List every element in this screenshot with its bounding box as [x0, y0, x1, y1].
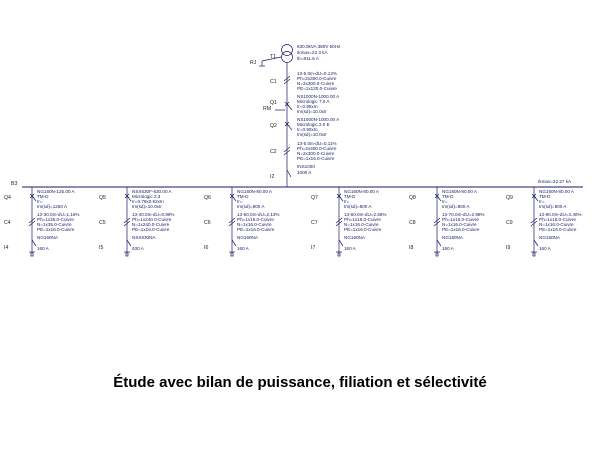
- breaker-q1-line-1: NS1000N-1000.00 A: [297, 94, 340, 99]
- switch-rating: 160 A: [237, 246, 249, 251]
- breaker-label: Im(sd)=800 A: [237, 204, 265, 209]
- cable-label: PE=1x16.0-Cuivre: [237, 227, 275, 232]
- breaker-label: NG160N-80.00 A: [442, 189, 477, 194]
- breaker-q1-tag: Q1: [270, 100, 277, 106]
- breaker-tag: Q4: [4, 195, 11, 201]
- cable-label: Ph=1x16.0-Cuivre: [539, 217, 576, 222]
- busbar-b3: [11, 179, 583, 187]
- switch-tag: I6: [204, 245, 209, 251]
- incoming-column: [250, 44, 341, 187]
- cable-c2-line-1: 13-5.0m-dU=0.11%: [297, 141, 337, 146]
- switch-i2: [270, 164, 315, 180]
- cable-label: Ph=1x16.0-Cuivre: [237, 217, 274, 222]
- breaker-label: Im(sd)=10.0xIr: [132, 204, 162, 209]
- breaker-label: NG160N-80.00 A: [237, 189, 272, 194]
- breaker-label: TM-D: [237, 194, 249, 199]
- cable-label: 13-30.0m-dU=1.16%: [37, 212, 80, 217]
- cable-c1-line-4: PE=1x120.0-Cuivre: [297, 86, 337, 91]
- cable-label: N=1x35.0-Cuivre: [37, 222, 72, 227]
- switch-rating: 160 A: [442, 246, 454, 251]
- cable-tag: C9: [506, 220, 513, 226]
- cable-c2-line-4: PE=1x16.0-Cuivre: [297, 156, 335, 161]
- switch-tag: I5: [99, 245, 104, 251]
- rj-tag: RJ: [250, 60, 257, 66]
- cable-c1: [270, 71, 337, 91]
- breaker-label: Ir=: [344, 199, 350, 204]
- switch-tag: I8: [409, 245, 414, 251]
- cable-label: 13-60.0m-dU=2.56%: [344, 212, 387, 217]
- breaker-label: NG160N-80.00 A: [539, 189, 574, 194]
- breaker-label: NSX630F-630.00 A: [132, 189, 172, 194]
- breaker-q2-line-1: NS1000N-1000.00 A: [297, 117, 340, 122]
- cable-tag: C6: [204, 220, 211, 226]
- switch-tag: I4: [4, 245, 9, 251]
- cable-label: Ph=1x240.0-Cuivre: [132, 217, 172, 222]
- breaker-label: NG160N-125.00 A: [37, 189, 75, 194]
- breaker-label: TM-D: [442, 194, 454, 199]
- cable-c2: [270, 141, 337, 161]
- transformer-ikmax: Ikmax=23.3 kA: [297, 50, 328, 55]
- breaker-tag: Q9: [506, 195, 513, 201]
- breaker-label: TM-D: [539, 194, 551, 199]
- cable-label: N=1x16.0-Cuivre: [344, 222, 379, 227]
- switch-label: NG160NA: [442, 235, 463, 240]
- switch-rating: 160 A: [37, 246, 49, 251]
- breaker-label: Ir=: [442, 199, 448, 204]
- switch-rating: 160 A: [539, 246, 551, 251]
- cable-label: N=1x16.0-Cuivre: [237, 222, 272, 227]
- breaker-label: Ir=: [37, 199, 43, 204]
- feeder-q8: [409, 187, 485, 256]
- cable-c1-line-2: Ph=2x300.0-Cuivre: [297, 76, 337, 81]
- breaker-label: Im(sd)=800 A: [442, 204, 470, 209]
- feeders: [4, 187, 582, 256]
- cable-tag: C5: [99, 220, 106, 226]
- cable-c1-tag: C1: [270, 79, 277, 85]
- cable-label: N=1x16.0-Cuivre: [442, 222, 477, 227]
- switch-i2-line-1: INS1000: [297, 164, 315, 169]
- switch-rating: 630 A: [132, 246, 144, 251]
- cable-c2-tag: C2: [270, 149, 277, 155]
- cable-label: 13-40.0m-dU=0.99%: [132, 212, 175, 217]
- switch-tag: I9: [506, 245, 511, 251]
- breaker-q2-line-4: Im(sd)=10.0xIr: [297, 132, 327, 137]
- cable-label: Ph=1x16.0-Cuivre: [442, 217, 479, 222]
- cable-label: PE=1x16.0-Cuivre: [37, 227, 75, 232]
- breaker-label: Ir=: [237, 199, 243, 204]
- feeder-q7: [311, 187, 387, 256]
- cable-label: Ph=1x35.0-Cuivre: [37, 217, 74, 222]
- breaker-label: Im(sd)=800 A: [539, 204, 567, 209]
- breaker-q1-line-4: Im(sd)=10.0xIr: [297, 109, 327, 114]
- cable-label: PE=1x16.0-Cuivre: [539, 227, 577, 232]
- feeder-q9: [506, 187, 582, 256]
- cable-c2-line-3: N=2x300.0-Cuivre: [297, 151, 335, 156]
- cable-label: N=1x240.0-Cuivre: [132, 222, 170, 227]
- cable-label: 13-70.0m-dU=2.98%: [442, 212, 485, 217]
- cable-label: PE=1x16.0-Cuivre: [344, 227, 382, 232]
- breaker-tag: Q8: [409, 195, 416, 201]
- breaker-q2-line-3: Ir=0.90xIn: [297, 127, 318, 132]
- breaker-tag: Q5: [99, 195, 106, 201]
- breaker-q1: [263, 94, 340, 114]
- transformer-ib: Ib=911.5 A: [297, 56, 319, 61]
- feeder-q5: [99, 187, 175, 256]
- breaker-q1-line-3: Ir=0.95xIn: [297, 104, 318, 109]
- cable-label: PE=1x16.0-Cuivre: [442, 227, 480, 232]
- switch-tag: I7: [311, 245, 316, 251]
- switch-label: NG160NA: [37, 235, 58, 240]
- cable-label: PE=1x16.0-Cuivre: [132, 227, 170, 232]
- cable-c2-line-2: Ph=2x300.0-Cuivre: [297, 146, 337, 151]
- transformer-tag: T1: [270, 54, 277, 60]
- feeder-q6: [204, 187, 280, 256]
- breaker-q2-line-2: Micrologic 2.0 E: [297, 122, 330, 127]
- breaker-label: NG160N-80.00 A: [344, 189, 379, 194]
- cable-tag: C8: [409, 220, 416, 226]
- switch-label: NSX630NA: [132, 235, 156, 240]
- breaker-label: Im(sd)=800 A: [344, 204, 372, 209]
- breaker-label: Ir=0.79x0.92xIn: [132, 199, 164, 204]
- breaker-label: TM-D: [37, 194, 49, 199]
- breaker-label: Im(sd)=1250 A: [37, 204, 68, 209]
- transformer-rating: 630.0kVA 380V 50Hz: [297, 44, 341, 49]
- cable-label: Ph=1x16.0-Cuivre: [344, 217, 381, 222]
- switch-label: NG160NA: [539, 235, 560, 240]
- switch-rating: 160 A: [344, 246, 356, 251]
- switch-i2-tag: I2: [270, 174, 275, 180]
- breaker-q2: [270, 117, 340, 137]
- cable-label: 13-50.0m-dU=2.13%: [237, 212, 280, 217]
- breaker-label: Micrologic 2.3: [132, 194, 161, 199]
- cable-tag: C4: [4, 220, 11, 226]
- busbar-tag: B3: [11, 181, 18, 187]
- breaker-tag: Q7: [311, 195, 318, 201]
- breaker-q2-tag: Q2: [270, 123, 277, 129]
- switch-label: NG160NA: [237, 235, 258, 240]
- caption: Étude avec bilan de puissance, filiation et sélectivité: [113, 374, 487, 391]
- cable-label: N=1x16.0-Cuivre: [539, 222, 574, 227]
- switch-label: NG160NA: [344, 235, 365, 240]
- cable-c1-line-3: N=2x300.0-Cuivre: [297, 81, 335, 86]
- breaker-q1-line-2: Micrologic 7.0 A: [297, 99, 330, 104]
- busbar-ikmax: Ikmax=22.27 kA: [538, 179, 572, 184]
- cable-label: 13-80.0m-dU=3.40%: [539, 212, 582, 217]
- cable-tag: C7: [311, 220, 318, 226]
- breaker-tag: Q6: [204, 195, 211, 201]
- breaker-label: Ir=: [539, 199, 545, 204]
- rm-tag: RM: [263, 106, 272, 112]
- switch-i2-line-2: 1000 A: [297, 170, 312, 175]
- feeder-q4: [4, 187, 80, 256]
- cable-c1-line-1: 13-5.0m-dU=0.12%: [297, 71, 337, 76]
- breaker-label: TM-D: [344, 194, 356, 199]
- transformer-t1: [250, 44, 341, 66]
